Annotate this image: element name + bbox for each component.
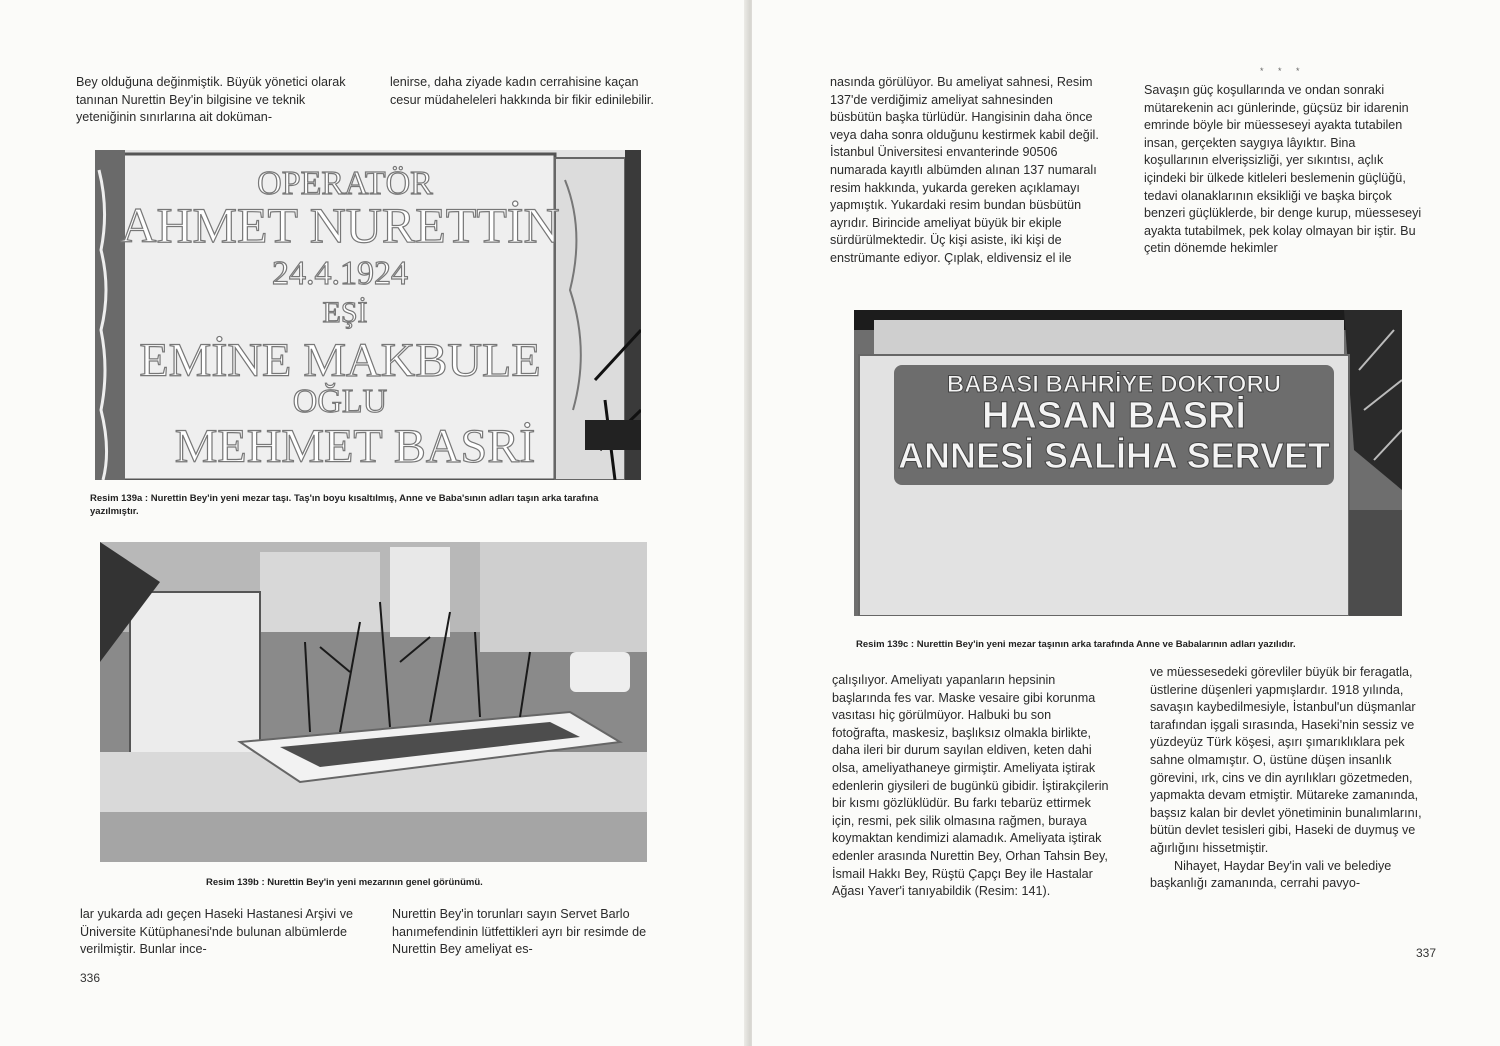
page-number-right: 337 [1416, 946, 1437, 960]
inscription-line-1: OPERATÖR [257, 165, 433, 202]
right-col1-bottom-text: çalışılıyor. Ameliyatı yapanların hepsinin başlarında fes var. Maske vesaire gibi korunma vasıtası hiç görülmüyor. Halbuki bu son fotoğrafta, maskesiz, başlıksız olmakla birlikte, daha ileri bir durum sayılan eldiven, keten dahi olsa, ameliyathaneye girmiştir. Ameliyata iştirak edenlerin giysileri de bugünkü gibidir. İştirakçilerin bir kısmı gözlüklüdür. Bu farkı tebarüz ettirmek için, resmi, pek silik olmasına rağmen, buraya koymaktan kendimizi alamadık. Ameliyata iştirak edenler arasında Nurettin Bey, Orhan Tahsin Bey, İsmail Hakkı Bey, Rüştü Çapçı Bey ile Hastalar Ağası Yaver'i tanıyabildik (Resim: 141). [832, 673, 1109, 899]
inscription-line-5: EMİNE MAKBULE [139, 334, 541, 387]
inscription-line-3: 24.4.1924 [272, 255, 408, 292]
right-page [752, 0, 1500, 1046]
caption-139c: Resim 139c : Nurettin Bey'in yeni mezar taşının arka tarafında Anne ve Babalarının adları yazılıdır. [856, 639, 1296, 650]
left-col2-top-text: lenirse, daha ziyade kadın cerrahisine kaçan cesur müdaheleleri hakkında bir fikir edinilebilir. [390, 75, 654, 107]
caption-139a: Resim 139a : Nurettin Bey'in yeni mezar taşı. Taş'ın boyu kısaltılmış, Anne ve Baba'sının adları taşın arka tarafına yazılmıştır. [90, 493, 599, 517]
inscription-line-7: MEHMET BASRİ [174, 420, 536, 473]
inscription-c-line-1: BABASI BAHRİYE DOKTORU [946, 371, 1282, 398]
photo-139c-gravestone-back [854, 310, 1402, 616]
left-page [0, 0, 748, 1046]
left-col1-top-text: Bey olduğuna değinmiştik. Büyük yönetici olarak tanınan Nurettin Bey'in bilgisine ve teknik yeteniğinin sınırlarına ait doküman- [76, 75, 346, 125]
left-col1-bottom-text: lar yukarda adı geçen Haseki Hastanesi Arşivi ve Üniversite Kütüphanesi'nde bulunan albümlerde verilmiştir. Bunlar ince- [80, 907, 353, 957]
inscription-line-4: EŞİ [322, 296, 368, 329]
inscription-line-6: OĞLU [292, 383, 388, 420]
right-col1-top-text: nasında görülüyor. Bu ameliyat sahnesi, Resim 137'de verdiğimiz ameliyat sahnesinden büsbütün başka türlüdür. Hangisinin daha önce veya daha sonra olduğunu kestirmek kabil değil. İstanbul Üniversitesi envanterinde 90506 numarada kayıtlı albümden alınan 137 numaralı resim hakkında, yukarda gereken açıklamayı yapmıştık. Yukardaki resim bundan büsbütün ayrıdır. Birincide ameliyat büyük bir ekiple sürdürülmektedir. Üç kişi asiste, iki kişi de enstrümante ediyor. Çıplak, eldivensiz el ile [830, 75, 1099, 265]
photo-139a-gravestone [95, 150, 641, 480]
page-number-left: 336 [80, 971, 101, 985]
caption-139b: Resim 139b : Nurettin Bey'in yeni mezarının genel görünümü. [206, 877, 483, 888]
inscription-line-2: AHMET NURETTİN [120, 197, 560, 253]
inscription-c-line-3: ANNESİ SALİHA SERVET [897, 435, 1331, 476]
photo-139b-grave-overview [100, 542, 647, 862]
right-col2-top-text: Savaşın güç koşullarında ve ondan sonraki mütarekenin acı günlerinde, güçsüz bir idarenin emrinde böyle bir müesseseyi ayakta tutabilen insan, gerçekten saygıya lâyıktır. Bina koşullarının elverişsizliği, yer sıkıntısı, açlık içindeki bir ülkede kitleleri beslemenin güçlüğü, tedavi olanaklarının eksikliği ve başka birçok benzeri güçlüklerde, bir denge kurup, müesseseyi ayakta tutabilmek, pek kolay olmayan bir iştir. Bu çetin dönemde hekimler [1144, 83, 1422, 256]
inscription-c-line-2: HASAN BASRİ [982, 395, 1246, 437]
section-break-stars: * * * [1260, 66, 1306, 76]
left-col2-bottom-text: Nurettin Bey'in torunları sayın Servet Barlo hanımefendinin lütfettikleri ayrı bir resimde de Nurettin Bey ameliyat es- [392, 907, 647, 957]
right-col2-bottom-text: ve müessesedeki görevliler büyük bir feragatla, üstlerine düşenleri yapmışlardır. 1918 yılında, savaşın kaybedilmesiyle, İstanbul'un düşmanlar tarafından işgali sırasında, Haseki'nin sessiz ve yüzdeyüz Türk köşesi, aşırı şımarıklıklara pek sahne olmamıştır. O, üstüne düşen insanlık görevini, ırk, cins ve din ayrılıkları gözetmeden, yapmakta devam etmiştir. Mütareke zamanında, başsız kalan bir devlet yönetiminin bunalımlarını, bütün devlet tesisleri gibi, Haseki de duymuş ve ağırlığını hissetmiştir. Nihayet, Haydar Bey'in vali ve belediye başkanlığı zamanında, cerrahi pavyo- [1150, 665, 1422, 891]
